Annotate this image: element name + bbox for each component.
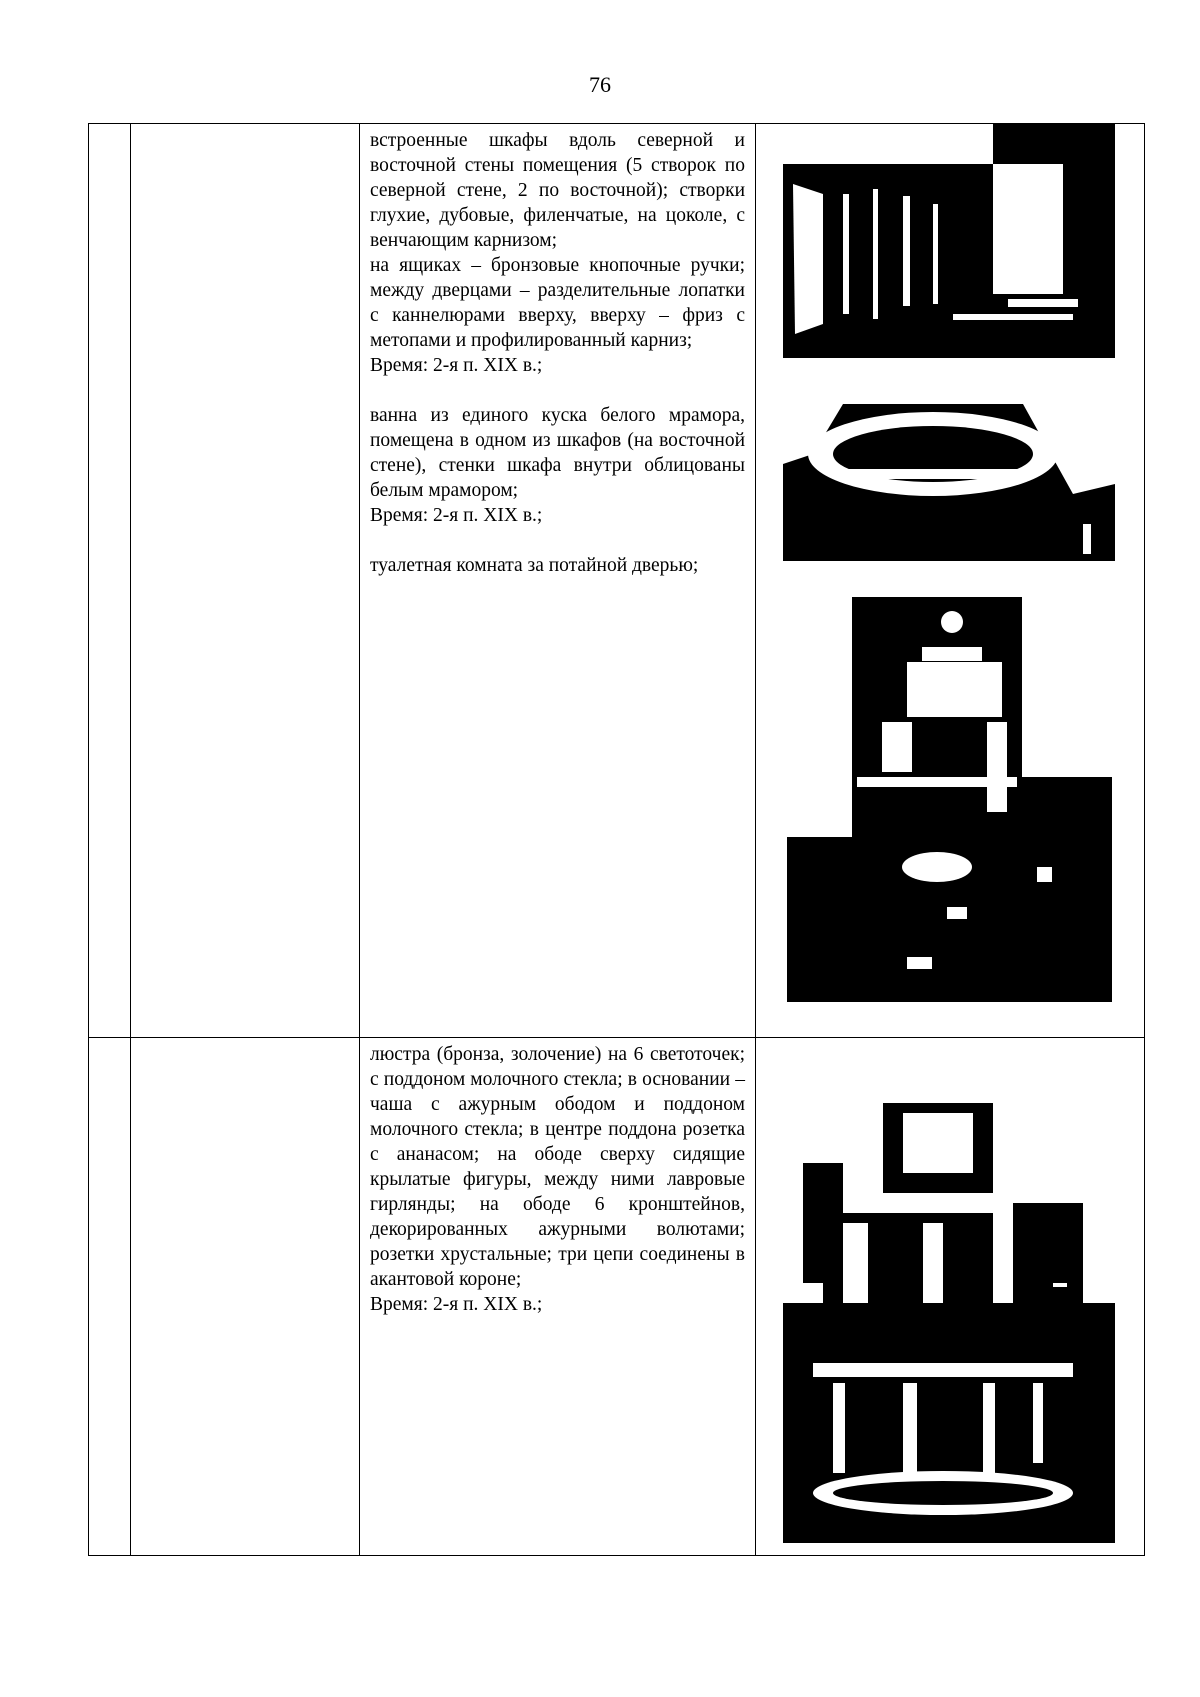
index-cell <box>89 124 131 1038</box>
photo-cell <box>756 1038 1145 1556</box>
object-register-table <box>88 123 1145 1556</box>
photo-toilet-room <box>787 577 1112 1002</box>
entry-time: Время: 2-я п. XIX в.; <box>370 355 543 376</box>
photo-cell <box>756 124 1145 1038</box>
name-cell <box>131 124 360 1038</box>
entry-toilet-room <box>370 553 745 578</box>
entry-time: Время: 2-я п. XIX в.; <box>370 505 543 526</box>
description-cell <box>360 1038 756 1556</box>
table-row <box>89 124 1145 1038</box>
entry-marble-bath <box>370 403 745 528</box>
index-cell <box>89 1038 131 1556</box>
entry-built-in-cabinets <box>370 128 745 378</box>
entry-text: встроенные шкафы вдоль северной и восточной стены помещения (5 створок по северной стене, 2 по восточной); створки глухие, дубовые, филенчатые, на цоколе, с венчающим карнизом; <box>370 130 745 251</box>
description-cell <box>360 124 756 1038</box>
entry-text: ванна из единого куска белого мрамора, помещена в одном из шкафов (на восточной стене), стенки шкафа внутри облицованы белым мрамором; <box>370 405 745 501</box>
entry-text: туалетная комната за потайной дверью; <box>370 555 699 576</box>
photo-cabinets <box>783 124 1115 358</box>
table-row <box>89 1038 1145 1556</box>
name-cell <box>131 1038 360 1556</box>
entry-text: на ящиках – бронзовые кнопочные ручки; между дверцами – разделительные лопатки с каннелюрами вверху, вверху – фриз с метопами и профилированный карниз; <box>370 255 745 351</box>
entry-chandelier <box>370 1042 745 1317</box>
photo-chandelier <box>783 1103 1115 1543</box>
entry-text: люстра (бронза, золочение) на 6 светоточек; с поддоном молочного стекла; в основании – чаша с ажурным ободом и поддоном молочного стекла; в центре поддона розетка с ананасом; на ободе сверху сидящие крылатые фигуры, между ними лавровые гирлянды; на ободе 6 кронштейнов, декорированных ажурными волютами; розетки хрустальные; три цепи соединены в акантовой короне; <box>370 1044 745 1290</box>
entry-time: Время: 2-я п. XIX в.; <box>370 1294 543 1315</box>
photo-marble-bath <box>783 374 1115 561</box>
page-number: 76 <box>589 72 611 97</box>
